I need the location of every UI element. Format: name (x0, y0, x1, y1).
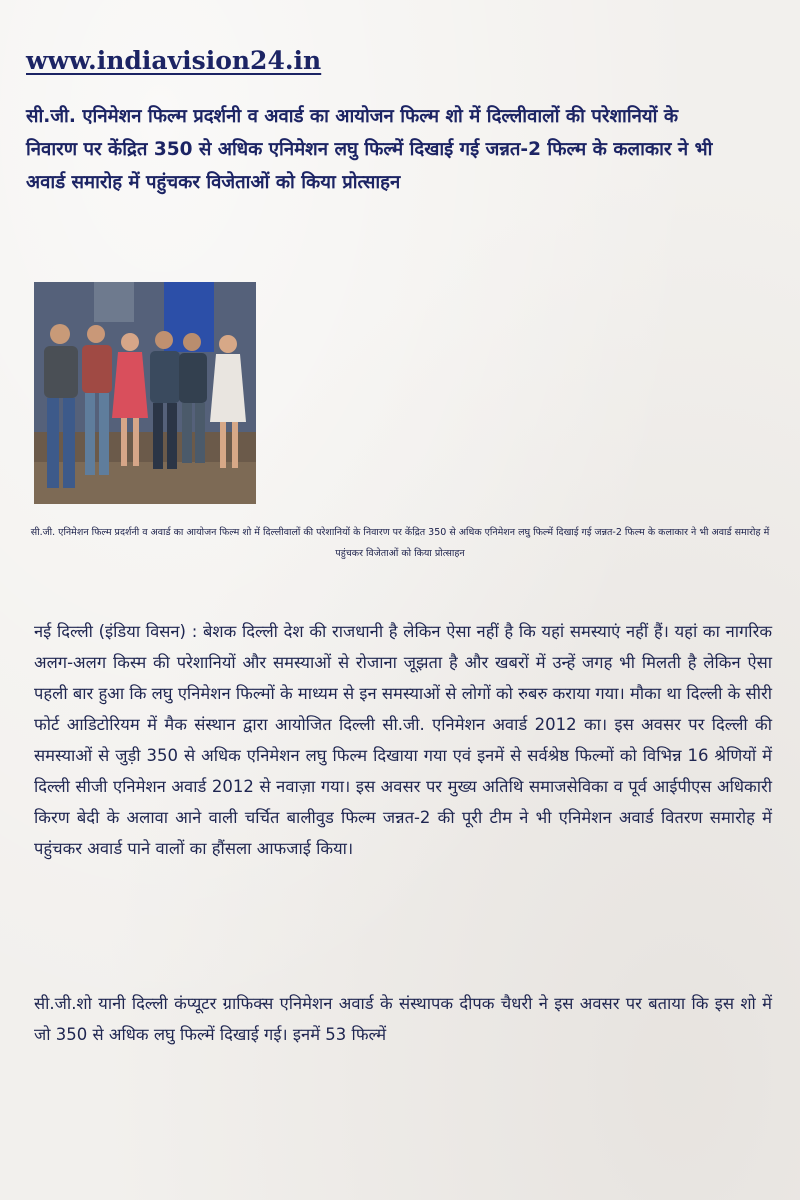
article-headline: सी.जी. एनिमेशन फिल्म प्रदर्शनी व अवार्ड का आयोजन फिल्म शो में दिल्लीवालों की परेशानियों के निवारण पर केंद्रित 350 से अधिक एनिमेशन लघु फिल्में दिखाई गई जन्नत-2 फिल्म के कलाकार ने भी अवार्ड समारोह में पहुंचकर विजेताओं को किया प्रोत्साहन (26, 106, 713, 193)
article-paragraph-2: सी.जी.शो यानी दिल्ली कंप्यूटर ग्राफिक्स एनिमेशन अवार्ड के संस्थापक दीपक चैधरी ने इस अवसर पर बताया कि इस शो में जो 350 से अधिक लघु फिल्में दिखाई गई। इनमें 53 फिल्में (34, 994, 772, 1044)
article-paragraph-1: नई दिल्ली (इंडिया विसन) : बेशक दिल्ली देश की राजधानी है लेकिन ऐसा नहीं है कि यहां समस्याएं नहीं हैं। यहां का नागरिक अलग-अलग किस्म की परेशानियों और समस्याओं से रोजाना जूझता है और खबरों में उन्हें जगह भी मिलती है लेकिन ऐसा पहली बार हुआ कि लघु एनिमेशन फिल्मों के माध्यम से इन समस्याओं से लोगों को रुबरु कराया गया। मौका था दिल्ली के सीरी फोर्ट आडिटोरियम में मैक संस्थान द्वारा आयोजित दिल्ली सी.जी. एनिमेशन अवार्ड 2012 का। इस अवसर पर दिल्ली की समस्याओं से जुड़ी 350 से अधिक एनिमेशन लघु फिल्म दिखाया गया एवं इनमें से सर्वश्रेष्ठ फिल्मों को विभिन्न 16 श्रेणियों में दिल्ली सीजी एनिमेशन अवार्ड 2012 से नवाज़ा गया। इस अवसर पर मुख्य अतिथि समाजसेविका व पूर्व आईपीएस अधिकारी किरण बेदी के अलावा आने वाली चर्चित बालीवुड फिल्म जन्नत-2 की पूरी टीम ने भी एनिमेशन अवार्ड वितरण समारोह में पहुंचकर अवार्ड पाने वालों का हौंसला आफजाई किया। (34, 622, 773, 858)
photo-caption: सी.जी. एनिमेशन फिल्म प्रदर्शनी व अवार्ड का आयोजन फिल्म शो में दिल्लीवालों की परेशानियों के निवारण पर केंद्रित 350 से अधिक एनिमेशन लघु फिल्में दिखाई गई जन्नत-2 फिल्म के कलाकार ने भी अवार्ड समारोह में पहुंचकर विजेताओं को किया प्रोत्साहन (30, 527, 770, 559)
event-photo-image (34, 282, 256, 504)
event-photo (34, 282, 256, 504)
site-url[interactable]: www.indiavision24.in (26, 46, 322, 75)
